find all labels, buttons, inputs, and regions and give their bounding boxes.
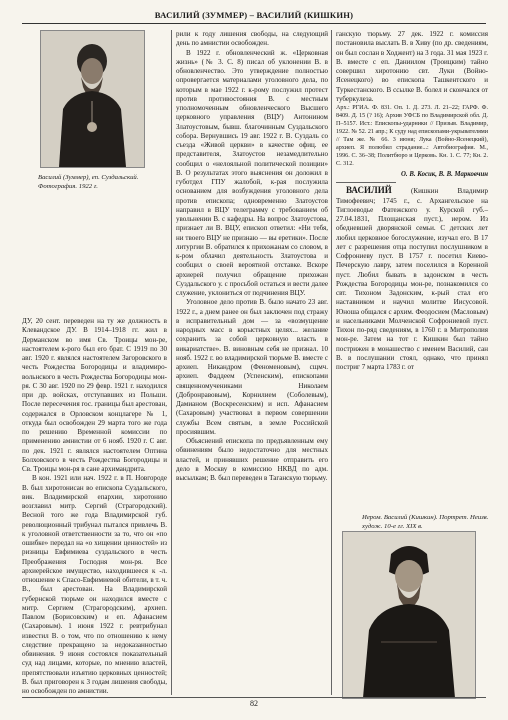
portrait-caption-zummer: Василий (Зуммер), еп. Суздальский. Фотография. 1922 г. bbox=[38, 174, 139, 190]
paragraph: ганскую тюрьму. 27 дек. 1922 г. комиссия постановила выслать В. в Хиву (по др. сведениям, он был сослан в Ходжент) на 3 года. 31 мая 1923 г. В. вместе с еп. Даниилом (Троицким) тайно совершил хиротонию свт. Луки (Войно-Ясенецкого) во епископа Ташкентского и Туркестанского. В ссылке В. болел и скончался от туберкулеза. bbox=[336, 30, 488, 103]
column-1 bbox=[22, 317, 167, 696]
page-number: 82 bbox=[250, 699, 258, 708]
column-rule-2 bbox=[331, 30, 332, 695]
column-rule-1 bbox=[171, 30, 172, 695]
column-2 bbox=[176, 30, 328, 483]
portrait-photo-kishkin bbox=[342, 531, 476, 699]
header-rule bbox=[22, 23, 486, 24]
entry-text: (Кишкин Владимир Тимофеевич; 1745 г., с. Архангельское на Тиглоеводье Фатежского у. Курской губ.– 27.04.1831, Площанская пуст.), иером. Из обедневшей дворянской семьи. С детских лет любил церковное богослужение, изучал его. В 17 лет с разрешения отца поступил послушником в Софрониеву пуст. В 1757 г. посетил Киево-Печерскую лавру, затем поселился в Коренной пуст. Любил бывать в задонском в честь Рождества Богородицы мон-ре, познакомился со свт. Тихоном Задонским, к-рый стал его наставником и научил молитве Иисусовой. Юноша общался с архим. Феодосием (Масловым) и насельниками Молченской Софрониевой пуст. Тихон по-ряд сведениям, в 1760 г. в Митрополия мон-ре. Затем на тот г. Кишкин был тайно пострижен в монашество с именем Василий, сан В. в послушании стоял, однако, что принял постриг 7 марта 1783 г. от bbox=[336, 187, 488, 371]
portrait-zummer-image bbox=[41, 31, 144, 167]
entry-headword: ВАСИЛИЙ bbox=[346, 185, 392, 196]
column-3 bbox=[336, 30, 488, 372]
portrait-caption-kishkin: Иером. Василий (Кишкин). Портрет. Неизв. худож. 10-е гг. XIX в. bbox=[362, 514, 489, 530]
paragraph: рили к году лишения свободы, на следующий день по амнистии освобожден. bbox=[176, 30, 328, 48]
paragraph: В 1922 г. обновленческий ж. «Церковная жизнь» (№ 3. С. 8) писал об уклонении В. в обновленчество. Это утверждение полностью опровергается материалами уголовного дела, по которым в мае 1922 г. к-рому послужил протест против противостояния В. с местным уполномоченным обновленческого Высшего церковного управления (ВЦУ) Антонином Златоустовым, бывш. благочинным Суздальского собора. Вернувшись 19 авг. 1922 г. В. Суздаль со съезда «Живой церкви» в качестве офиц. ее представителя, Златоустов незамедлительно сообщил о «нелояльной политической позиции» В. О результатах этого выяснения он доложил в губотдел ГПУ жалобой, к-рая послужила основанием для возбуждения уголовного дела против епископа; одновременно Златоустов направил в ВЦУ телеграмму с требованием об увольнении В. с кафедры. На вопрос Златоустова, признает ли В. ВЦУ, епископ ответил: «Ни тебя, ни твоего ВЦУ не признаю — вы еретики». После литургии В. обратился к прихожанам со словом, в к-ром облачил деятельность Златоустова и сообщил о своей вероятной отставке. Вскоре архиерей получил обращение прихожан Суздальского у. с просьбой остаться и вести далее служение, уклониться от подчинения ВЦУ. bbox=[176, 48, 328, 297]
portrait-kishkin-image bbox=[343, 532, 475, 698]
entry-separator bbox=[336, 182, 396, 183]
footer-rule bbox=[22, 697, 486, 698]
portrait-photo-zummer bbox=[40, 30, 145, 168]
article-author: О. В. Косик, В. В. Марковчин bbox=[401, 171, 488, 178]
paragraph: В кон. 1921 или нач. 1922 г. в П. Новгороде В. был хиротонисан во епископа Суздальского, вик. Владимирской епархии, хиротонию возглавил митр. Сергий (Страгородский). Весной того же года Владимирской губ. революционный трибунал пытался привлечь В. к уголовной ответственности за то, что он «по ошибке» передал на «о хищении ценностей» из ризницы Евфимиева суздальского в честь Преображения Господня мон-ря. Все архиерейское имущество, находившееся к -л. отношение к Спасо-Евфимиевой обители, в т. ч. В., был арестован. На Владимирской губернской тюрьме он находился вместе с митр. Сергием (Страгородским), архиеп. Павлом (Борисовским) и еп. Афанасием (Сахаровым). 1 июня 1922 г. ревтрибунал известил В. о том, что по отношению к нему следствие прекращено за недоказанностью обвинения. 9 июня состоялся показательный суд над лицами, которые, по мнению властей, препятствовали изъятию церковных ценностей; В. был приговорен к 3 годам лишения свободы, но освобожден по амнистии. bbox=[22, 474, 167, 695]
references: Арх.: РГИА. Ф. 831. Оп. 1. Д. 273. Л. 21–22; ГАРФ. Ф. 8409. Д. 15 (? 16); Архив УФСБ по Владимирской обл. Д. П–5157. Ист.: Епископы-ударники // Призыв. Владимир, 1922. № 52. 21 апр.; К суду над епископами-укрывателями // Там же. № 66. 3 июня; Лука (Войно-Ясенецкий), архиеп. Я полюбил страдание...: Автобиография. М., 1996. С. 36–38; Политбюро и Церковь. Кн. 1. С. 77; Кн. 2. С. 312. bbox=[336, 105, 488, 167]
paragraph: Объяснений епископа по предъявленным ему обвинениям было недостаточно для местных властей, и принявших решение отправить его дело в Москву в комиссию НКВД по адм. высылкам; В. был переведен в Таганскую тюрьму. bbox=[176, 437, 328, 482]
paragraph: Уголовное дело против В. было начато 23 авг. 1922 г., а днем ранее он был заключен под стражу в исправительный дом — за «возмущение народных масс в корыстных целях... желание сохранить за собой церковную власть в викариатстве». В. виновным себя не признал. 10 нояб. 1922 г. во владимирской тюрьме В. вместе с архиеп. Никандром (Феноменовым), сщмч. архиеп. Фаддеем (Успенским), епископами священномучениками Николаем (Добронравовым), Корнилием (Соболевым), Дамианом (Воскресенским) и исп. Афанасием (Сахаровым) участвовал в первом совершении службы Всем святым, в земле Российской просиявшим. bbox=[176, 298, 328, 436]
running-header: ВАСИЛИЙ (ЗУММЕР) – ВАСИЛИЙ (КИШКИН) bbox=[154, 10, 354, 20]
paragraph: ДУ, 20 сент. переведен на ту же должность в Клевандское ДУ. В 1914–1918 гг. жил в Дерманском во имя Св. Троицы мон-ре, настоятелем к-рого был его брат. С 1919 по 30 авг. 1920 г. являлся настоятелем Загоровского в честь Рождества Богородицы и владимиро-вольнского в честь Рождества Богородицы мон-ря. С 30 авг. 1920 по 29 февр. 1921 г. находился при др. войсках, отступавших из Польши. После пересечения гос. границы был арестован, содержался в Орловском концлагере № 1, откуда был освобожден 29 марта того же года по решению Временной комиссии по применению амнистии от 6 нояб. 1920 г. С авг. по дек. 1921 г. являлся настоятелем Оптина Болховского в честь Рождества Богородицы и Св. Троицы мон-ря в сане архимандрита. bbox=[22, 317, 167, 473]
